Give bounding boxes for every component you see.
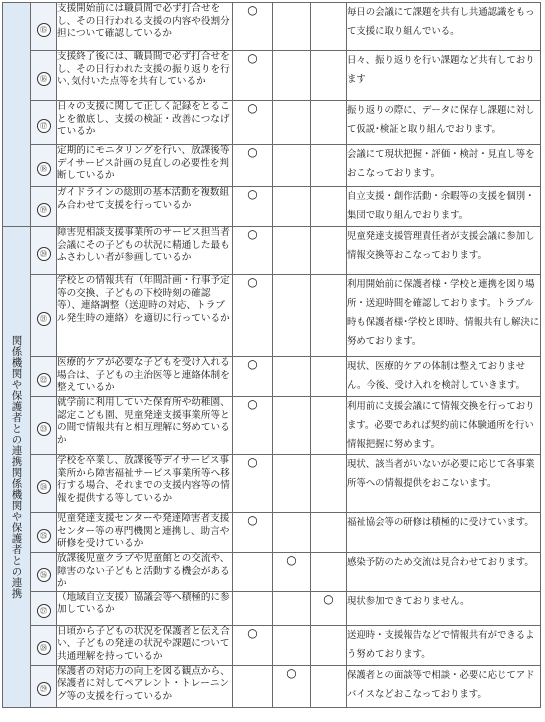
evaluation-mark-1 — [233, 3, 273, 51]
table-row — [3, 625, 541, 665]
evaluation-mark-2 — [273, 187, 311, 227]
evaluation-mark-symbol: ○ — [247, 227, 258, 241]
evaluation-mark-1 — [233, 51, 273, 101]
item-number: ㉔ — [37, 480, 51, 494]
category-label-lower: 関係機関や保護者との連携関係機関や保護者との連携 — [10, 334, 23, 599]
evaluation-mark-3 — [311, 101, 347, 145]
comment-text: 現状、該当者がいないが必要に応じて各事業所等への情報提供をおこないます。 — [347, 455, 541, 513]
item-number-cell — [31, 227, 57, 275]
table-row — [3, 51, 541, 101]
item-number: ⑰ — [37, 119, 51, 133]
item-number: ⑲ — [37, 203, 51, 217]
checklist-item-text: （地域自立支援）協議会等へ積極的に参加しているか — [57, 591, 233, 625]
item-number-cell — [31, 665, 57, 707]
evaluation-mark-symbol: ○ — [247, 51, 258, 65]
evaluation-mark-3 — [311, 665, 347, 707]
item-number: ㉙ — [37, 682, 51, 696]
evaluation-mark-symbol: ○ — [247, 455, 258, 469]
table-row — [3, 455, 541, 513]
evaluation-mark-symbol: ○ — [247, 187, 258, 201]
evaluation-mark-2 — [273, 51, 311, 101]
evaluation-mark-1 — [233, 513, 273, 553]
table-row — [3, 101, 541, 145]
table-row — [3, 397, 541, 455]
evaluation-table — [2, 2, 541, 708]
checklist-item-text: 日頃から子どもの状況を保護者と伝え合い、子どもの発達の状況や課題について共通理解を持っているか — [57, 625, 233, 665]
evaluation-mark-3 — [311, 227, 347, 275]
table-body — [3, 3, 541, 708]
item-number-cell — [31, 145, 57, 187]
table-row — [3, 591, 541, 625]
evaluation-mark-2 — [273, 665, 311, 707]
comment-text: 自立支援・創作活動・余暇等の支援を個別・集団で取り組んでおります。 — [347, 187, 541, 227]
item-number-cell — [31, 357, 57, 397]
evaluation-mark-2 — [273, 145, 311, 187]
evaluation-mark-symbol: ○ — [247, 145, 258, 159]
item-number: ㉓ — [37, 422, 51, 436]
evaluation-mark-2 — [273, 591, 311, 625]
item-number-cell — [31, 275, 57, 357]
evaluation-mark-3 — [311, 455, 347, 513]
table-row — [3, 275, 541, 357]
evaluation-mark-2 — [273, 513, 311, 553]
checklist-item-text: 学校を卒業し、放課後等デイサービス事業所から障害福祉サービス事業所等へ移行する場合、それまでの支援内容等の情報を提供する等しているか — [57, 455, 233, 513]
evaluation-mark-1 — [233, 227, 273, 275]
evaluation-mark-1 — [233, 625, 273, 665]
table-row — [3, 357, 541, 397]
item-number: ㉒ — [37, 373, 51, 387]
evaluation-mark-symbol: ○ — [247, 513, 258, 527]
evaluation-mark-symbol: ○ — [247, 275, 258, 289]
evaluation-mark-symbol: ○ — [247, 101, 258, 115]
checklist-item-text: ガイドラインの総則の基本活動を複数組み合わせて支援を行っているか — [57, 187, 233, 227]
item-number: ㉘ — [37, 641, 51, 655]
evaluation-mark-2 — [273, 227, 311, 275]
comment-text: 現状、医療的ケアの体制は整えておりません。今後、受け入れを検討していきます。 — [347, 357, 541, 397]
item-number-cell — [31, 513, 57, 553]
evaluation-mark-2 — [273, 3, 311, 51]
checklist-item-text: 医療的ケアが必要な子どもを受け入れる場合は、子どもの主治医等と連絡体制を整えているか — [57, 357, 233, 397]
table-row — [3, 187, 541, 227]
evaluation-mark-3 — [311, 275, 347, 357]
item-number: ⑳ — [37, 247, 51, 261]
evaluation-mark-3 — [311, 513, 347, 553]
evaluation-mark-1 — [233, 101, 273, 145]
comment-text: 保護者との面談等で相談・必要に応じてアドバイスなどおこなっております。 — [347, 665, 541, 707]
comment-text: 利用前に支援会議にて情報交換を行っております。必要であれば契約前に体験通所を行い情報把握に努めます。 — [347, 397, 541, 455]
checklist-item-text: 就学前に利用していた保育所や幼稚園、認定こども園、児童発達支援事業所等との間で情報共有と相互理解に努めているか — [57, 397, 233, 455]
item-number-cell — [31, 625, 57, 665]
comment-text: 送迎時・支援報告などで情報共有ができるよう努めております。 — [347, 625, 541, 665]
item-number-cell — [31, 591, 57, 625]
evaluation-mark-1 — [233, 455, 273, 513]
evaluation-mark-symbol: ○ — [323, 591, 334, 606]
comment-text: 福祉協会等の研修は積極的に受けています。 — [347, 513, 541, 553]
item-number: ⑱ — [37, 162, 51, 176]
table-row — [3, 3, 541, 51]
item-number-cell — [31, 397, 57, 455]
table-row — [3, 145, 541, 187]
item-number-cell — [31, 455, 57, 513]
evaluation-mark-symbol: ○ — [247, 3, 258, 17]
evaluation-mark-3 — [311, 51, 347, 101]
item-number-cell — [31, 51, 57, 101]
item-number-cell — [31, 553, 57, 592]
evaluation-mark-1 — [233, 591, 273, 625]
category-cell-upper — [3, 3, 31, 227]
comment-text: 会議にて現状把握・評価・検討・見直し等をおこなっております。 — [347, 145, 541, 187]
comment-text: 児童発達支援管理責任者が支援会議に参加し情報交換等おこなっております。 — [347, 227, 541, 275]
evaluation-mark-3 — [311, 145, 347, 187]
checklist-item-text: 日々の支援に関して正しく記録をとることを徹底し、支援の検証・改善につなげているか — [57, 101, 233, 145]
evaluation-mark-symbol: ○ — [247, 397, 258, 411]
comment-text: 毎日の会議にて課題を共有し共通認識をもって支援に取り組んでいる。 — [347, 3, 541, 51]
item-number-cell — [31, 187, 57, 227]
comment-text: 利用開始前に保護者様・学校と連携を図り場所・送迎時間を確認しております。トラブル時も保護者様･学校と即時、情報共有し解決に努めております。 — [347, 275, 541, 357]
item-number: ㉑ — [37, 312, 51, 326]
item-number: ㉕ — [37, 529, 51, 543]
item-number: ㉗ — [37, 604, 51, 618]
item-number-cell — [31, 101, 57, 145]
evaluation-mark-2 — [273, 101, 311, 145]
item-number-cell — [31, 3, 57, 51]
evaluation-mark-2 — [273, 553, 311, 592]
evaluation-mark-3 — [311, 553, 347, 592]
checklist-item-text: 放課後児童クラブや児童館との交流や、障害のない子どもと活動する機会があるか — [57, 553, 233, 592]
comment-text: 日々、振り返りを行い課題など共有しております — [347, 51, 541, 101]
category-cell-lower — [3, 227, 31, 708]
evaluation-mark-1 — [233, 145, 273, 187]
evaluation-mark-symbol: ○ — [247, 625, 258, 640]
evaluation-mark-2 — [273, 275, 311, 357]
checklist-item-text: 保護者の対応力の向上を図る観点から、保護者に対してペアレント・トレーニング等の支援を行っているか — [57, 665, 233, 707]
table-row — [3, 227, 541, 275]
evaluation-mark-2 — [273, 397, 311, 455]
comment-text: 感染予防のため交流は見合わせております。 — [347, 553, 541, 592]
evaluation-mark-symbol: ○ — [247, 357, 258, 371]
evaluation-mark-3 — [311, 625, 347, 665]
evaluation-mark-2 — [273, 357, 311, 397]
checklist-item-text: 障害児相談支援事業所のサービス担当者会議にその子どもの状況に精通した最もふさわしい者が参画しているか — [57, 227, 233, 275]
evaluation-mark-3 — [311, 591, 347, 625]
table-row — [3, 553, 541, 592]
table-row — [3, 665, 541, 707]
table-row — [3, 513, 541, 553]
evaluation-mark-1 — [233, 275, 273, 357]
evaluation-mark-symbol: ○ — [286, 553, 297, 567]
comment-text: 現状参加できておりません。 — [347, 591, 541, 625]
item-number: ⑯ — [37, 72, 51, 86]
comment-text: 振り返りの際に、データに保存し課題に対して仮説･検証と取り組んでおります。 — [347, 101, 541, 145]
evaluation-mark-1 — [233, 665, 273, 707]
evaluation-mark-3 — [311, 357, 347, 397]
evaluation-mark-2 — [273, 455, 311, 513]
checklist-item-text: 児童発達支援センターや発達障害者支援センター等の専門機関と連携し、助言や研修を受けているか — [57, 513, 233, 553]
item-number: ⑮ — [37, 23, 51, 37]
checklist-item-text: 支援終了後には、職員間で必ず打合せをし、その日行われた支援の振り返りを行い､気付いた点等を共有しているか — [57, 51, 233, 101]
item-number: ㉖ — [37, 568, 51, 582]
checklist-item-text: 定期的にモニタリングを行い、放課後等デイサービス計画の見直しの必要性を判断しているか — [57, 145, 233, 187]
evaluation-mark-1 — [233, 553, 273, 592]
evaluation-mark-1 — [233, 397, 273, 455]
evaluation-mark-3 — [311, 397, 347, 455]
evaluation-mark-symbol: ○ — [286, 665, 297, 680]
evaluation-mark-2 — [273, 625, 311, 665]
evaluation-mark-1 — [233, 357, 273, 397]
evaluation-mark-3 — [311, 187, 347, 227]
evaluation-mark-1 — [233, 187, 273, 227]
evaluation-mark-3 — [311, 3, 347, 51]
checklist-item-text: 学校との情報共有（年間計画・行事予定等の交換、子どもの下校時刻の確認等）、連絡調整（送迎時の対応、トラブル発生時の連絡）を適切に行っているか — [57, 275, 233, 357]
checklist-item-text: 支援開始前には職員間で必ず打合せをし、その日行われる支援の内容や役割分担について確認しているか — [57, 3, 233, 51]
